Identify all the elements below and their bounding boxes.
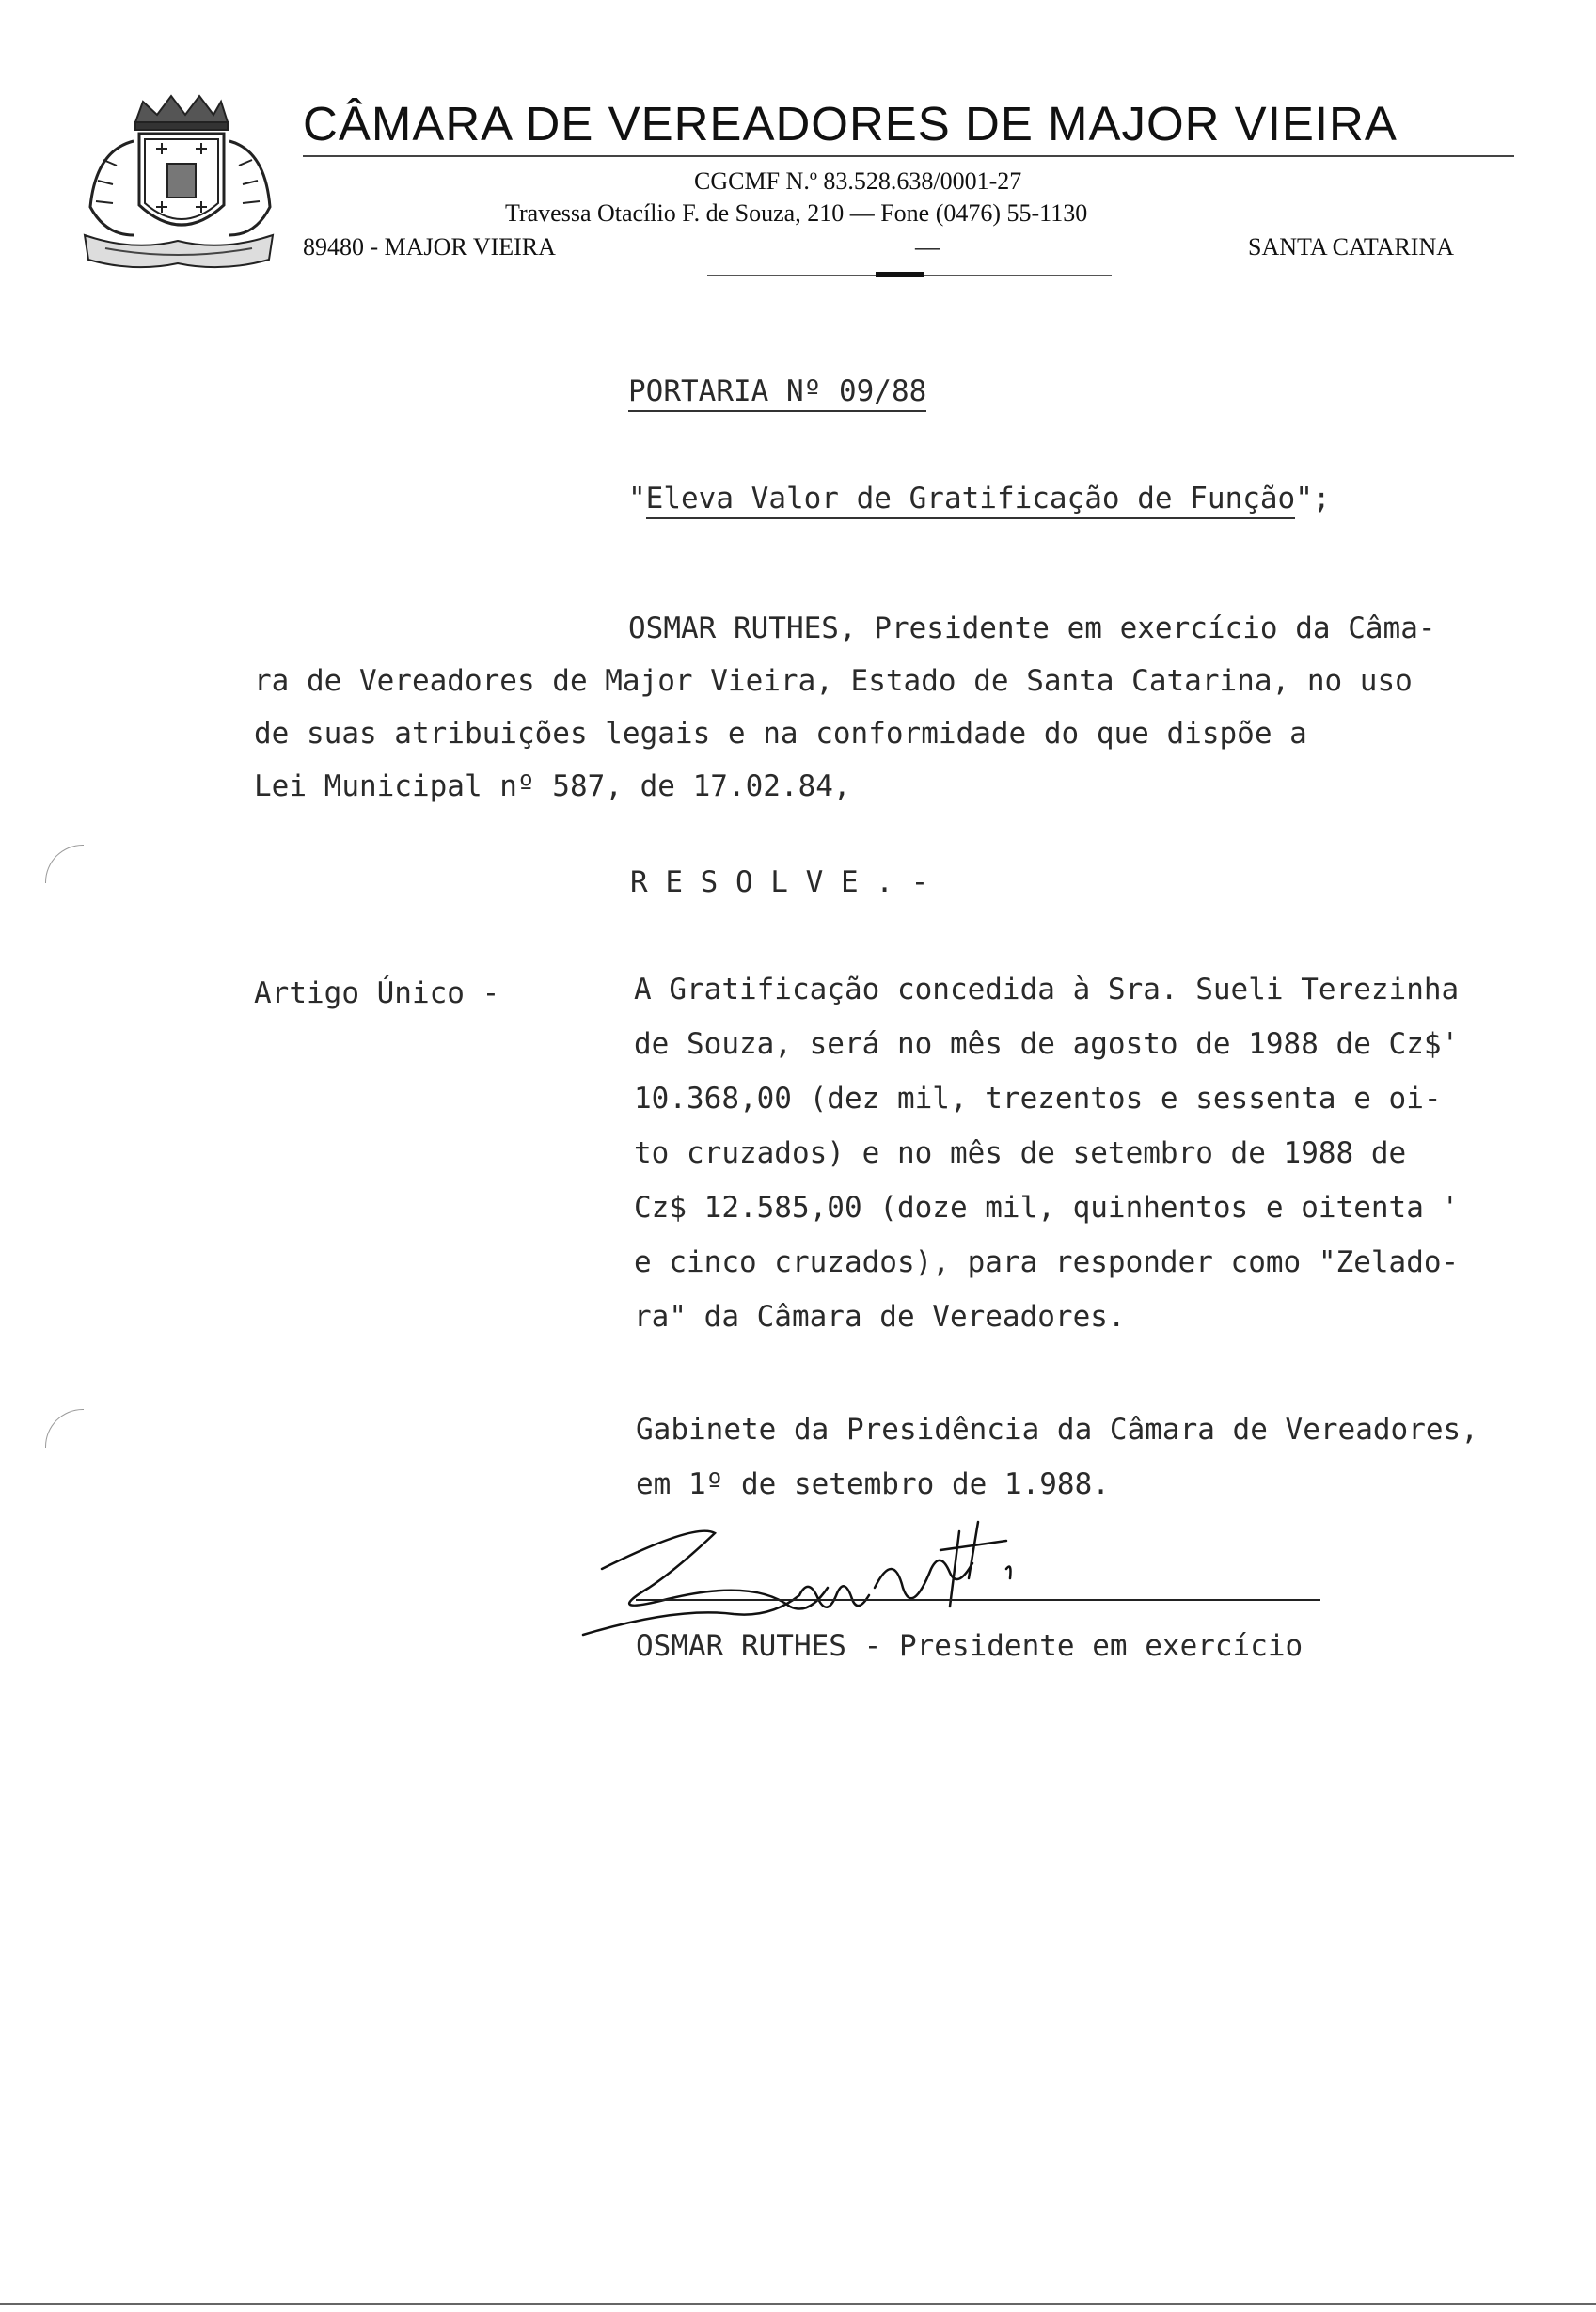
article-line-2: de Souza, será no mês de agosto de 1988 de Cz$' <box>634 1027 1460 1061</box>
signatory-name: OSMAR RUTHES - Presidente em exercício <box>636 1629 1304 1663</box>
document-heading <box>628 374 926 408</box>
heading-text: PORTARIA Nº 09/88 <box>628 374 926 412</box>
closing-line-2: em 1º de setembro de 1.988. <box>636 1467 1110 1501</box>
letterhead-city: 89480 - MAJOR VIEIRA <box>303 233 556 261</box>
resolve-heading: R E S O L V E . - <box>630 865 929 899</box>
article-line-1: A Gratificação concedida à Sra. Sueli Terezinha <box>634 973 1460 1006</box>
punch-hole-mark <box>45 1409 84 1448</box>
article-line-4: to cruzados) e no mês de setembro de 1988 de <box>634 1136 1407 1170</box>
article-line-6: e cinco cruzados), para responder como "Zelado- <box>634 1245 1460 1279</box>
article-label: Artigo Único - <box>254 976 500 1010</box>
subject-text: Eleva Valor de Gratificação de Função <box>646 482 1296 519</box>
intro-line-4: Lei Municipal nº 587, de 17.02.84, <box>254 769 851 803</box>
punch-hole-mark <box>45 845 84 883</box>
intro-line-1: OSMAR RUTHES, Presidente em exercício da Câma- <box>628 611 1436 645</box>
letterhead-bar <box>876 272 924 277</box>
article-line-7: ra" da Câmara de Vereadores. <box>634 1300 1126 1334</box>
article-line-3: 10.368,00 (dez mil, trezentos e sessenta e oi- <box>634 1082 1442 1116</box>
letterhead-rule <box>303 155 1514 157</box>
intro-line-3-text: de suas atribuições legais e na conformidade do que dispõe a <box>254 717 1307 751</box>
closing-line-1: Gabinete da Presidência da Câmara de Vereadores, <box>636 1413 1478 1447</box>
coat-of-arms-icon <box>77 94 279 271</box>
letterhead-state: SANTA CATARINA <box>1248 233 1455 261</box>
letterhead-title: CÂMARA DE VEREADORES DE MAJOR VIEIRA <box>303 97 1398 150</box>
intro-line-3 <box>254 717 1501 751</box>
page-bottom-edge <box>0 2303 1596 2305</box>
letterhead-dash: — <box>915 233 940 261</box>
document-subject <box>628 482 1331 515</box>
letterhead-address: Travessa Otacílio F. de Souza, 210 — Fone (0476) 55-1130 <box>505 199 1088 227</box>
subject-close-quote: "; <box>1295 482 1331 515</box>
intro-line-2: ra de Vereadores de Major Vieira, Estado de Santa Catarina, no uso <box>254 664 1413 698</box>
signature-line <box>636 1599 1320 1601</box>
subject-open-quote: " <box>628 482 646 515</box>
letterhead-cgc: CGCMF N.º 83.528.638/0001-27 <box>694 167 1022 195</box>
article-line-5: Cz$ 12.585,00 (doze mil, quinhentos e oitenta ' <box>634 1191 1460 1225</box>
